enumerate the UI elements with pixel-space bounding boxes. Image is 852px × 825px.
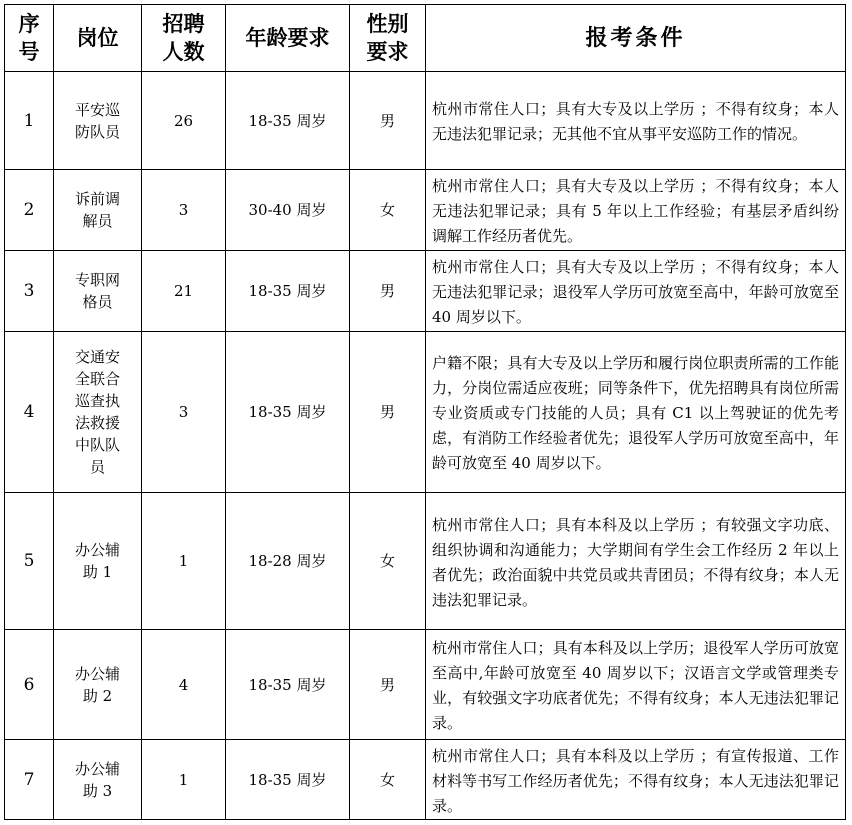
row-position: 专职网 格员 xyxy=(54,251,142,332)
row-conditions: 杭州市常住人口；具有本科及以上学历 ；有宣传报道、工作材料等书写工作经历者优先；不得有纹身；本人无违法犯罪记录。 xyxy=(426,740,846,820)
row-gender: 男 xyxy=(350,630,426,740)
row-conditions: 户籍不限；具有大专及以上学历和履行岗位职责所需的工作能力，分岗位需适应夜班；同等条件下，优先招聘具有岗位所需专业资质或专门技能的人员；具有 C1 以上驾驶证的优先考虑，有消防工作经验者优先；退役军人学历可放宽至高中，年龄可放宽至 40 周岁以下。 xyxy=(426,332,846,493)
row-gender: 女 xyxy=(350,493,426,630)
row-count: 21 xyxy=(142,251,226,332)
table-row xyxy=(5,332,846,493)
row-position: 办公辅 助 2 xyxy=(54,630,142,740)
table-row xyxy=(5,170,846,251)
row-position: 办公辅 助 3 xyxy=(54,740,142,820)
row-age: 18-35 周岁 xyxy=(226,251,350,332)
row-conditions: 杭州市常住人口；具有大专及以上学历 ；不得有纹身；本人无违法犯罪记录；无其他不宜从事平安巡防工作的情况。 xyxy=(426,72,846,170)
recruitment-table xyxy=(4,4,846,820)
header-position: 岗位 xyxy=(54,5,142,72)
table-row xyxy=(5,251,846,332)
row-count: 4 xyxy=(142,630,226,740)
row-age: 18-35 周岁 xyxy=(226,630,350,740)
table-row xyxy=(5,740,846,820)
header-index: 序 号 xyxy=(5,5,54,72)
row-position: 平安巡 防队员 xyxy=(54,72,142,170)
table-row xyxy=(5,630,846,740)
row-count: 26 xyxy=(142,72,226,170)
header-count: 招聘 人数 xyxy=(142,5,226,72)
row-index: 1 xyxy=(5,72,54,170)
table-row xyxy=(5,72,846,170)
row-gender: 女 xyxy=(350,740,426,820)
row-index: 5 xyxy=(5,493,54,630)
row-index: 3 xyxy=(5,251,54,332)
row-conditions: 杭州市常住人口；具有大专及以上学历 ；不得有纹身；本人无违法犯罪记录；具有 5 年以上工作经验；有基层矛盾纠纷调解工作经历者优先。 xyxy=(426,170,846,251)
row-conditions: 杭州市常住人口；具有大专及以上学历 ；不得有纹身；本人无违法犯罪记录；退役军人学历可放宽至高中，年龄可放宽至 40 周岁以下。 xyxy=(426,251,846,332)
row-position: 交通安 全联合 巡查执 法救援 中队队 员 xyxy=(54,332,142,493)
row-gender: 男 xyxy=(350,251,426,332)
header-row xyxy=(5,5,846,72)
row-age: 30-40 周岁 xyxy=(226,170,350,251)
row-count: 1 xyxy=(142,740,226,820)
row-conditions: 杭州市常住人口；具有本科及以上学历 ；有较强文字功底、组织协调和沟通能力；大学期间有学生会工作经历 2 年以上者优先；政治面貌中共党员或共青团员；不得有纹身；本人无违法犯罪记录。 xyxy=(426,493,846,630)
row-index: 2 xyxy=(5,170,54,251)
row-conditions: 杭州市常住人口；具有本科及以上学历；退役军人学历可放宽至高中,年龄可放宽至 40 周岁以下；汉语言文学或管理类专业，有较强文字功底者优先；不得有纹身；本人无违法犯罪记录。 xyxy=(426,630,846,740)
row-gender: 男 xyxy=(350,72,426,170)
row-gender: 女 xyxy=(350,170,426,251)
row-age: 18-35 周岁 xyxy=(226,72,350,170)
header-age: 年龄要求 xyxy=(226,5,350,72)
header-conditions: 报考条件 xyxy=(426,5,846,72)
row-count: 3 xyxy=(142,170,226,251)
row-age: 18-35 周岁 xyxy=(226,740,350,820)
row-index: 7 xyxy=(5,740,54,820)
row-position: 诉前调 解员 xyxy=(54,170,142,251)
row-age: 18-28 周岁 xyxy=(226,493,350,630)
row-position: 办公辅 助 1 xyxy=(54,493,142,630)
row-index: 4 xyxy=(5,332,54,493)
row-count: 3 xyxy=(142,332,226,493)
row-gender: 男 xyxy=(350,332,426,493)
table-row xyxy=(5,493,846,630)
row-index: 6 xyxy=(5,630,54,740)
row-count: 1 xyxy=(142,493,226,630)
row-age: 18-35 周岁 xyxy=(226,332,350,493)
header-gender: 性别 要求 xyxy=(350,5,426,72)
